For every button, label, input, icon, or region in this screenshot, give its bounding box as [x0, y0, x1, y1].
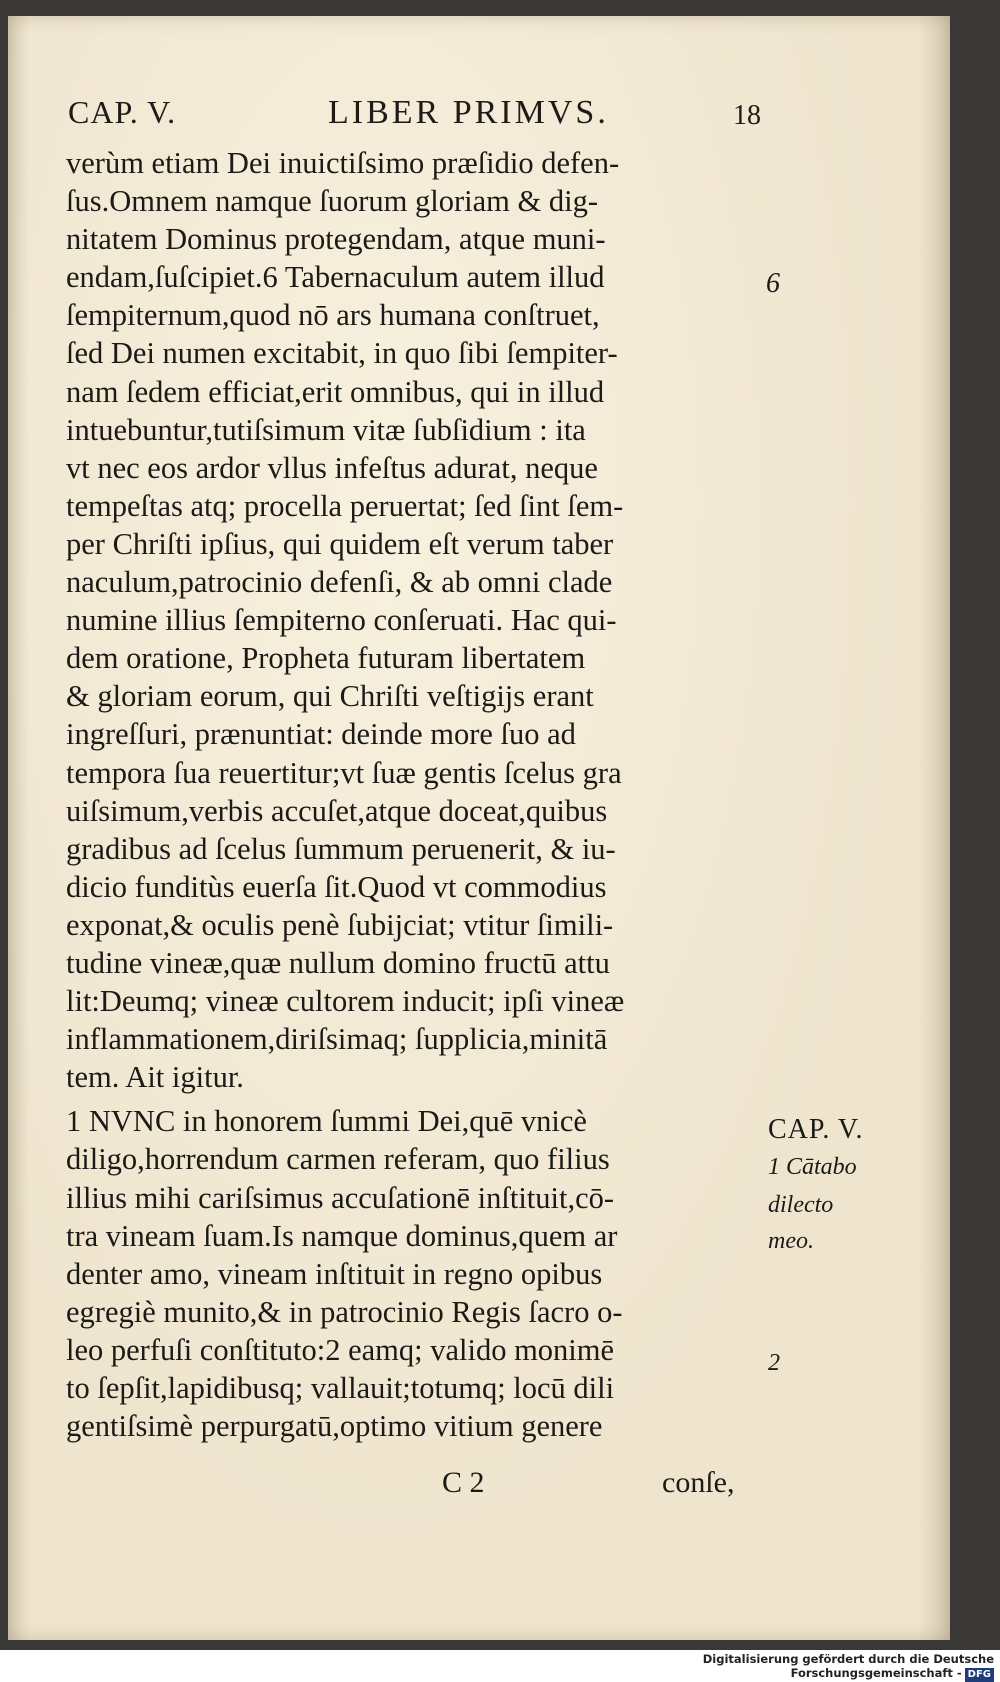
marginal-note-1: 1 Cātabo	[768, 1154, 857, 1180]
text-line: & gloriam eorum, qui Chriſti veſtigijs erant	[66, 679, 594, 714]
text-line: to ſepſit,lapidibusq; vallauit;totumq; locū dili	[66, 1371, 615, 1405]
marginal-chapter-heading: CAP. V.	[768, 1114, 864, 1145]
text-line: lit:Deumq; vineæ cultorem inducit; ipſi vineæ	[66, 984, 625, 1019]
text-line: nam ſedem efficiat,erit omnibus, qui in illud	[66, 374, 605, 409]
text-line: tempora ſua reuertitur;vt ſuæ gentis ſcelus gra	[66, 755, 622, 790]
book-page	[8, 16, 950, 1640]
text-line: exponat,& oculis penè ſubijciat; vtitur ſimili-	[66, 907, 614, 942]
text-line: denter amo, vineam inſtituit in regno opibus	[66, 1256, 603, 1291]
text-line: ſempiternum,quod nō ars humana conſtruet,	[66, 298, 600, 333]
text-line: tempeſtas atq; procella peruertat; ſed ſint ſem-	[66, 488, 624, 523]
text-line: vt nec eos ardor vllus infeſtus adurat, neque	[66, 450, 598, 485]
text-line: ſus.Omnem namque ſuorum gloriam & dig-	[66, 184, 598, 219]
text-line: leo perfuſi conſtituto:2 eamq; valido monimē	[66, 1332, 615, 1367]
text-line: tra vineam ſuam.Is namque dominus,quem ar	[66, 1218, 618, 1253]
text-line: per Chriſti ipſius, qui quidem eſt verum taber	[66, 526, 614, 561]
text-line: illius mihi cariſsimus accuſationē inſtituit,cō-	[66, 1180, 615, 1215]
signature-mark: C 2	[442, 1466, 485, 1499]
text-line: intuebuntur,tutiſsimum vitæ ſubſidium : ita	[66, 412, 586, 447]
page-footer	[66, 1466, 766, 1506]
text-line: verùm etiam Dei inuictiſsimo præſidio defen-	[66, 146, 620, 180]
digitization-credit	[600, 1652, 994, 1680]
credit-text: Digitalisierung gefördert durch die Deutsche Forschungsgemeinschaft -	[702, 1652, 994, 1680]
text-line: endam,ſuſcipiet.6 Tabernaculum autem illud	[66, 260, 605, 295]
text-line: ingreſſuri, prænuntiat: deinde more ſuo ad	[66, 717, 576, 752]
text-line: numine illius ſempiterno conſeruati. Hac qui-	[66, 603, 617, 638]
running-header	[68, 94, 768, 138]
marginal-note-6: 6	[766, 268, 780, 299]
header-title: LIBER PRIMVS.	[328, 94, 609, 131]
text-line: gradibus ad ſcelus ſummum peruenerit, & iu-	[66, 831, 616, 866]
text-line: egregiè munito,& in patrocinio Regis ſacro o-	[66, 1294, 623, 1329]
folio-number: 18	[733, 100, 761, 131]
catchword: conſe,	[662, 1466, 735, 1499]
main-text-block	[66, 144, 766, 1445]
text-line: ſed Dei numen excitabit, in quo ſibi ſempiter-	[66, 336, 618, 371]
text-line: uiſsimum,verbis accuſet,atque doceat,quibus	[66, 793, 608, 828]
text-line: dem oratione, Propheta futuram libertatem	[66, 641, 586, 676]
text-line: naculum,patrocinio defenſi, & ab omni clade	[66, 565, 613, 600]
text-line: tem. Ait igitur.	[66, 1060, 244, 1095]
text-line: gentiſsimè perpurgatū,optimo vitium genere	[66, 1409, 603, 1444]
marginal-note-1: dilecto	[768, 1192, 834, 1218]
dfg-logo-badge: DFG	[965, 1668, 994, 1682]
marginal-note-2: 2	[768, 1350, 780, 1376]
text-line: nitatem Dominus protegendam, atque muni-	[66, 222, 606, 257]
marginal-note-1: meo.	[768, 1228, 814, 1254]
text-line: dicio funditùs euerſa ſit.Quod vt commodius	[66, 869, 607, 904]
text-line: 1 NVNC in honorem ſummi Dei,quē vnicè	[66, 1104, 587, 1139]
header-chapter: CAP. V.	[68, 94, 177, 130]
text-line: diligo,horrendum carmen referam, quo filius	[66, 1142, 610, 1177]
text-line: inflammationem,diriſsimaq; ſupplicia,minitā	[66, 1022, 608, 1057]
text-line: tudine vineæ,quæ nullum domino fructū attu	[66, 945, 610, 980]
